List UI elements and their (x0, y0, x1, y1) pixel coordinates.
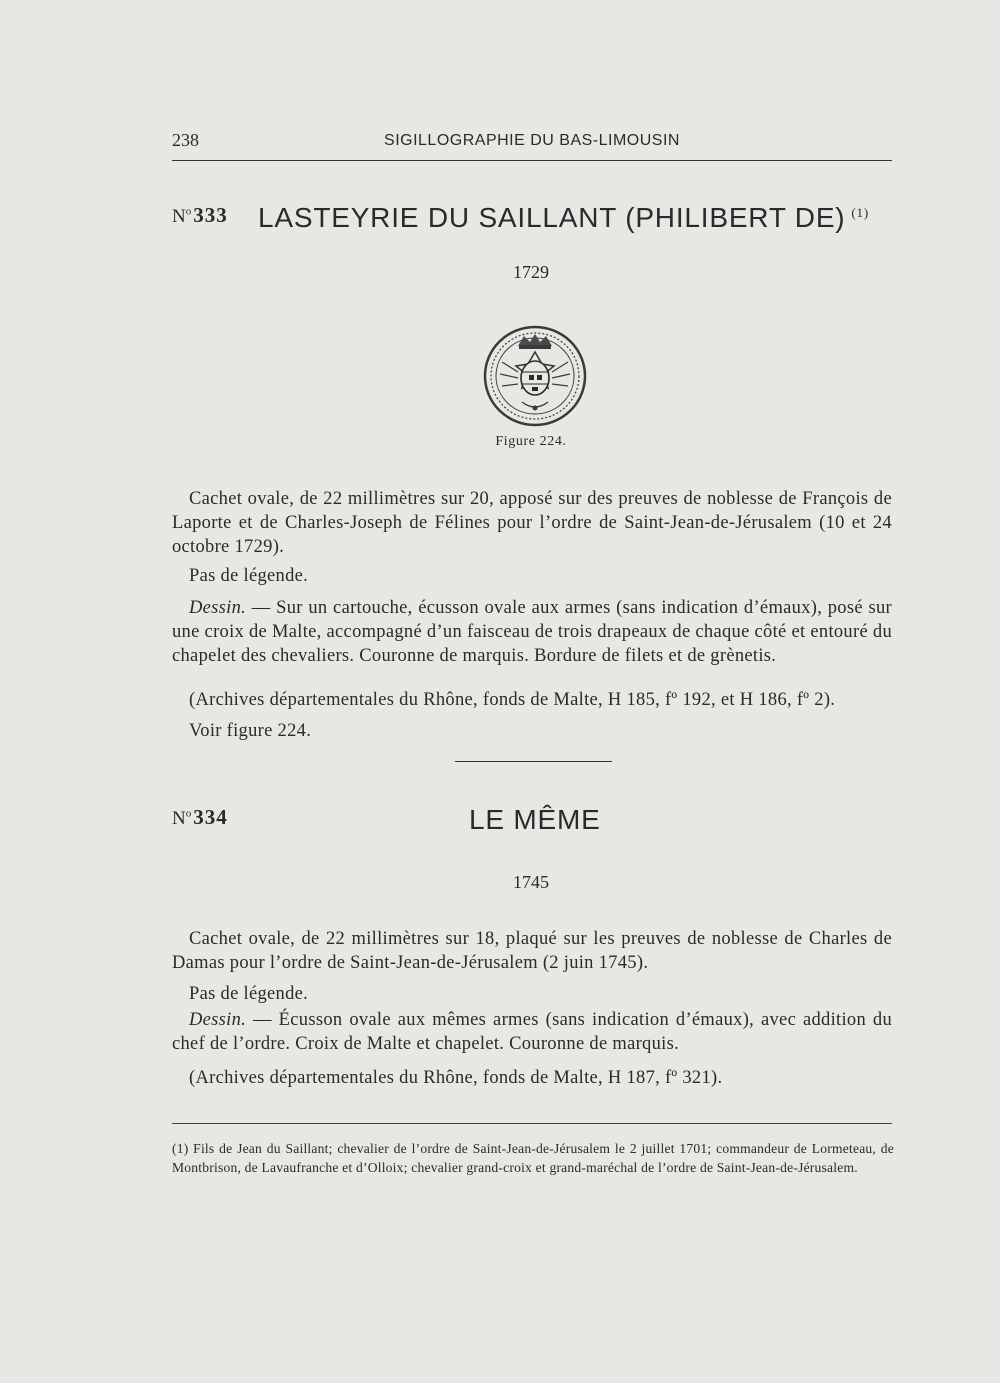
entry-number (172, 203, 228, 228)
running-header (172, 130, 892, 156)
entry-date: 1745 (513, 872, 549, 892)
footnote: (1) Fils de Jean du Saillant; chevalier de l’ordre de Saint-Jean-de-Jérusalem le 2 juillet 1701; commandeur de Lormeteau, de Montbrison, de Lavaufranche et d’Olloix; chevalier grand-croix et grand-maréchal de l’ordre de Saint-Jean-de-Jérusalem. (172, 1141, 894, 1175)
archive-source: (Archives départementales du Rhône, fonds de Malte, H 187, fº 321). (189, 1068, 723, 1088)
entry-number-digits: 334 (193, 805, 228, 829)
dessin-paragraph (172, 596, 892, 668)
dessin-label: Dessin. (189, 1010, 247, 1030)
figure-reference: Voir figure 224. (189, 721, 312, 741)
legend-note: Pas de légende. (189, 984, 309, 1004)
page-number: 238 (172, 130, 199, 150)
entry-number (172, 805, 228, 830)
entry-number-prefix: N (172, 808, 186, 829)
entry-334-heading (172, 796, 892, 836)
header-rule (172, 160, 892, 161)
archive-source: (Archives départementales du Rhône, fonds de Malte, H 185, fº 192, et H 186, fº 2). (189, 690, 836, 710)
dessin-text: — Écusson ovale aux mêmes armes (sans indication d’émaux), avec addition du chef de l’ordre. Croix de Malte et chapelet. Couronne de marquis. (172, 1010, 892, 1054)
section-separator (455, 761, 612, 762)
seal-description: Cachet ovale, de 22 millimètres sur 20, apposé sur des preuves de noblesse de François de Laporte et de Charles-Joseph de Félines pour l’ordre de Saint-Jean-de-Jérusalem (10 et 24 octobre 1729). (172, 489, 892, 557)
footnote-reference[interactable]: (1) (851, 204, 869, 220)
seal-impression-icon (482, 322, 588, 428)
entry-number-digits: 333 (193, 203, 228, 227)
entry-333-heading (172, 194, 892, 234)
running-title: SIGILLOGRAPHIE DU BAS-LIMOUSIN (384, 132, 680, 149)
footnote-rule (172, 1123, 892, 1124)
entry-title (258, 202, 869, 234)
seal-description: Cachet ovale, de 22 millimètres sur 18, plaqué sur les preuves de noblesse de Charles de Damas pour l’ordre de Saint-Jean-de-Jérusalem (2 juin 1745). (172, 929, 892, 973)
entry-title-text: LASTEYRIE DU SAILLANT (PHILIBERT DE) (258, 202, 846, 233)
dessin-text: — Sur un cartouche, écusson ovale aux armes (sans indication d’émaux), posé sur une croix de Malte, accompagné d’un faisceau de trois drapeaux de chaque côté et entouré du chapelet des chevaliers. Couronne de marquis. Bordure de filets et de grènetis. (172, 598, 892, 666)
entry-number-superscript: o (185, 807, 192, 820)
dessin-label: Dessin. (189, 598, 247, 618)
figure-caption: Figure 224. (495, 434, 567, 449)
entry-number-superscript: o (185, 205, 192, 218)
entry-title: LE MÊME (469, 804, 601, 835)
entry-number-prefix: N (172, 206, 186, 227)
entry-date: 1729 (513, 262, 549, 282)
dessin-paragraph (172, 1008, 892, 1056)
legend-note: Pas de légende. (189, 566, 309, 586)
